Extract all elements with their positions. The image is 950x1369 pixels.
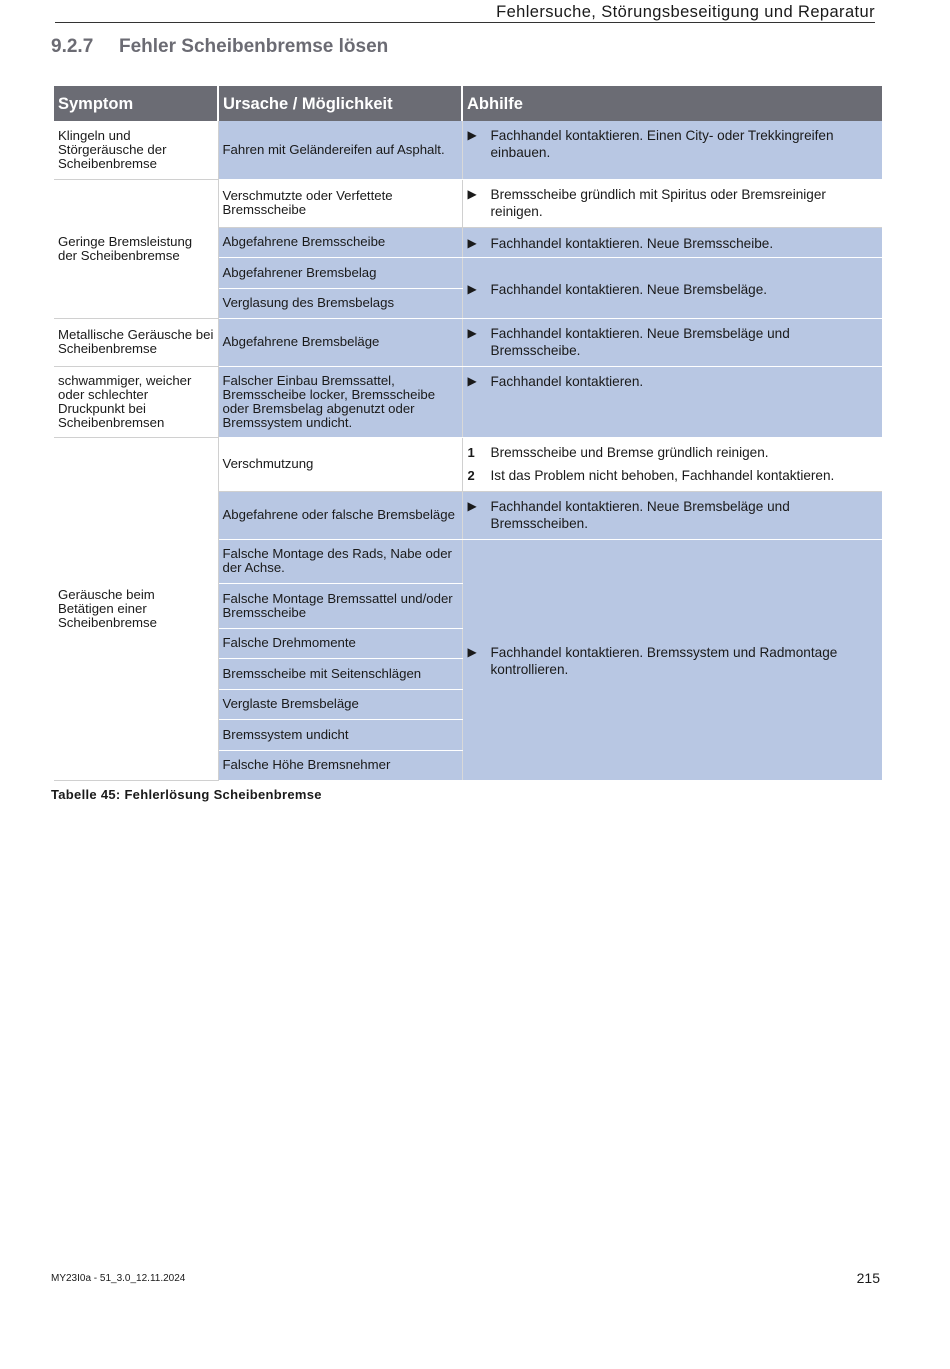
cause-cell: Verschmutzung bbox=[218, 437, 462, 491]
running-header bbox=[55, 0, 875, 23]
remedy-text: Bremsscheibe und Bremse gründlich reinigen. bbox=[490, 444, 769, 460]
table-header-row bbox=[54, 86, 882, 121]
remedy-action bbox=[467, 235, 879, 252]
remedy-text: Bremsscheibe gründlich mit Spiritus oder Bremsreiniger reinigen. bbox=[490, 186, 826, 219]
remedy-action bbox=[467, 644, 879, 678]
section-number: 9.2.7 bbox=[51, 36, 94, 57]
cause-cell: Verglasung des Bremsbelags bbox=[218, 288, 462, 318]
remedy-cell bbox=[462, 121, 882, 179]
triangle-bullet-icon: ▶ bbox=[467, 128, 477, 142]
column-header-remedy: Abhilfe bbox=[462, 86, 882, 121]
symptom-cell: Geringe Bremsleistung der Scheibenbremse bbox=[54, 179, 218, 318]
cause-cell: Abgefahrene Bremsbeläge bbox=[218, 318, 462, 366]
remedy-action bbox=[467, 186, 879, 220]
remedy-text: Fachhandel kontaktieren. Neue Bremsbeläge und Bremsscheibe. bbox=[490, 325, 790, 358]
table-caption: Tabelle 45: Fehlerlösung Scheibenbremse bbox=[51, 787, 322, 802]
triangle-bullet-icon: ▶ bbox=[467, 373, 477, 388]
table-row bbox=[54, 179, 882, 227]
cause-cell: Bremsscheibe mit Seitenschlägen bbox=[218, 658, 462, 689]
page-number: 215 bbox=[856, 1270, 880, 1286]
cause-cell: Falsche Höhe Bremsnehmer bbox=[218, 750, 462, 780]
column-header-cause: Ursache / Möglichkeit bbox=[218, 86, 462, 121]
cause-cell: Verglaste Bremsbeläge bbox=[218, 689, 462, 719]
remedy-text: Fachhandel kontaktieren. Neue Bremsbeläge und Bremsscheiben. bbox=[490, 498, 790, 531]
column-header-symptom: Symptom bbox=[54, 86, 218, 121]
triangle-bullet-icon: ▶ bbox=[467, 498, 477, 513]
triangle-bullet-icon: ▶ bbox=[467, 186, 477, 201]
remedy-text: Fachhandel kontaktieren. Bremssystem und Radmontage kontrollieren. bbox=[490, 645, 838, 677]
remedy-action bbox=[467, 325, 879, 359]
cause-cell: Falsche Montage des Rads, Nabe oder der Achse. bbox=[218, 539, 462, 583]
triangle-bullet-icon: ▶ bbox=[467, 281, 477, 296]
triangle-bullet-icon: ▶ bbox=[467, 236, 477, 250]
triangle-bullet-icon: ▶ bbox=[467, 325, 477, 340]
step-number: 1 bbox=[467, 444, 475, 460]
remedy-cell bbox=[462, 179, 882, 227]
document-id: MY23I0a - 51_3.0_12.11.2024 bbox=[51, 1273, 186, 1284]
cause-cell: Falsche Drehmomente bbox=[218, 628, 462, 658]
table-row bbox=[54, 366, 882, 437]
symptom-cell: Klingeln und Störgeräusche der Scheibenbremse bbox=[54, 121, 218, 179]
section-title bbox=[51, 36, 388, 58]
remedy-cell bbox=[462, 227, 882, 257]
remedy-action bbox=[467, 373, 879, 390]
remedy-step bbox=[467, 444, 879, 461]
symptom-cell: Metallische Geräusche bei Scheibenbremse bbox=[54, 318, 218, 366]
remedy-cell bbox=[462, 539, 882, 780]
fault-table bbox=[54, 86, 882, 781]
section-heading: Fehler Scheibenbremse lösen bbox=[119, 36, 389, 57]
triangle-bullet-icon: ▶ bbox=[467, 645, 477, 659]
cause-cell: Abgefahrener Bremsbelag bbox=[218, 257, 462, 288]
step-number: 2 bbox=[467, 467, 475, 483]
remedy-action bbox=[467, 127, 879, 161]
remedy-text: Ist das Problem nicht behoben, Fachhandel kontaktieren. bbox=[490, 467, 835, 483]
remedy-cell bbox=[462, 318, 882, 366]
table-row bbox=[54, 318, 882, 366]
remedy-text: Fachhandel kontaktieren. bbox=[490, 373, 644, 389]
remedy-cell bbox=[462, 437, 882, 491]
cause-cell: Falsche Montage Bremssattel und/oder Bremsscheibe bbox=[218, 583, 462, 628]
remedy-text: Fachhandel kontaktieren. Neue Bremsscheibe. bbox=[490, 236, 774, 251]
remedy-cell bbox=[462, 366, 882, 437]
symptom-cell: schwammiger, weicher oder schlechter Druckpunkt bei Scheibenbremsen bbox=[54, 366, 218, 437]
remedy-cell bbox=[462, 491, 882, 539]
remedy-step bbox=[467, 467, 879, 484]
cause-cell: Verschmutzte oder Verfettete Bremsscheibe bbox=[218, 179, 462, 227]
cause-cell: Abgefahrene oder falsche Bremsbeläge bbox=[218, 491, 462, 539]
table-row bbox=[54, 121, 882, 179]
remedy-text: Fachhandel kontaktieren. Neue Bremsbeläge. bbox=[490, 281, 768, 297]
symptom-cell: Geräusche beim Betätigen einer Scheibenbremse bbox=[54, 437, 218, 780]
remedy-action bbox=[467, 498, 879, 532]
table-row bbox=[54, 437, 882, 491]
remedy-action bbox=[467, 281, 879, 298]
cause-cell: Abgefahrene Bremsscheibe bbox=[218, 227, 462, 257]
cause-cell: Fahren mit Geländereifen auf Asphalt. bbox=[218, 121, 462, 179]
running-header-title: Fehlersuche, Störungsbeseitigung und Reparatur bbox=[496, 3, 875, 21]
remedy-cell bbox=[462, 257, 882, 318]
remedy-text: Fachhandel kontaktieren. Einen City- oder Trekkingreifen einbauen. bbox=[490, 128, 834, 160]
cause-cell: Bremssystem undicht bbox=[218, 719, 462, 750]
cause-cell: Falscher Einbau Bremssattel, Bremsscheibe locker, Bremsscheibe oder Bremsbelag abgenutzt oder Bremssystem undicht. bbox=[218, 366, 462, 437]
